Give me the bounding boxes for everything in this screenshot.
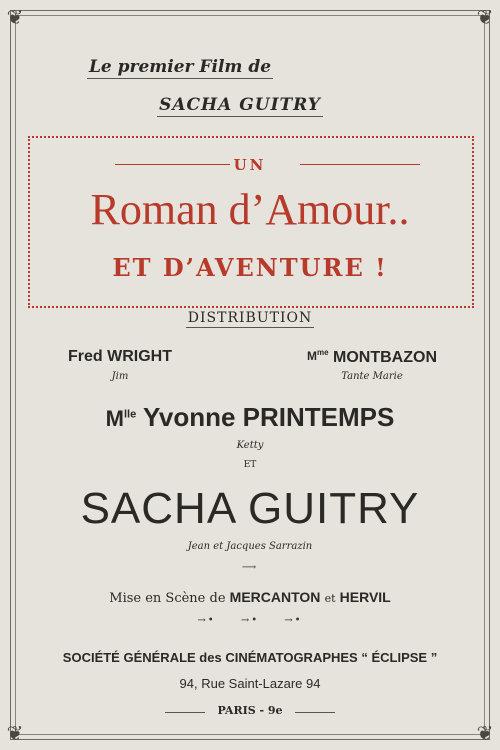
cast-right-role: Tante Marie <box>341 371 403 382</box>
cast-left-role: Jim <box>111 371 129 382</box>
star-role: Jean et Jacques Sarrazin <box>187 541 313 552</box>
intro-text: Le premier Film de <box>88 57 272 77</box>
cast-right <box>262 348 482 367</box>
author-text: SACHA GUITRY <box>159 95 321 115</box>
fleuron-divider-icon: →• →• →• <box>197 615 303 626</box>
cast-right-actor: MONTBAZON <box>333 349 437 366</box>
lead-actor: Yvonne PRINTEMPS <box>142 402 395 432</box>
star-actor: SACHA GUITRY <box>80 484 420 533</box>
intro-line <box>0 57 430 79</box>
title-sub: ET D’AVENTURE ! <box>112 253 388 282</box>
title-main: Roman d’Amour.. <box>90 185 410 234</box>
cast-right-prefix: $M^{me}$ <box>307 348 329 363</box>
fleuron-icon: ⟶ <box>241 562 259 573</box>
mise-en-scene <box>0 589 500 606</box>
company-address: 94, Rue Saint-Lazare 94 <box>179 676 321 691</box>
et-text: ET <box>243 460 257 470</box>
lead-prefix: $M^{lle}$ <box>105 406 137 431</box>
corner-ornament-icon: ❦ <box>6 5 24 29</box>
director-1: MERCANTON <box>229 589 321 605</box>
director-2: HERVIL <box>339 589 391 605</box>
company-name: SOCIÉTÉ GÉNÉRALE des CINÉMATOGRAPHES “ ÉCLIPSE ” <box>62 650 438 665</box>
distribution-text: DISTRIBUTION <box>187 310 313 326</box>
lead-cast <box>0 402 500 433</box>
title-un: UN <box>233 156 267 174</box>
corner-ornament-icon: ❦ <box>476 721 494 745</box>
corner-ornament-icon: ❦ <box>476 5 494 29</box>
cast-left-actor: Fred WRIGHT <box>68 348 172 365</box>
mise-en-scene-prefix: Mise en Scène de <box>109 591 226 606</box>
company-city: PARIS - 9e <box>217 704 283 717</box>
lead-role: Ketty <box>236 440 264 451</box>
credits-and: et <box>324 592 336 605</box>
distribution-heading <box>0 310 500 328</box>
corner-ornament-icon: ❦ <box>6 721 24 745</box>
author-line <box>110 95 370 117</box>
